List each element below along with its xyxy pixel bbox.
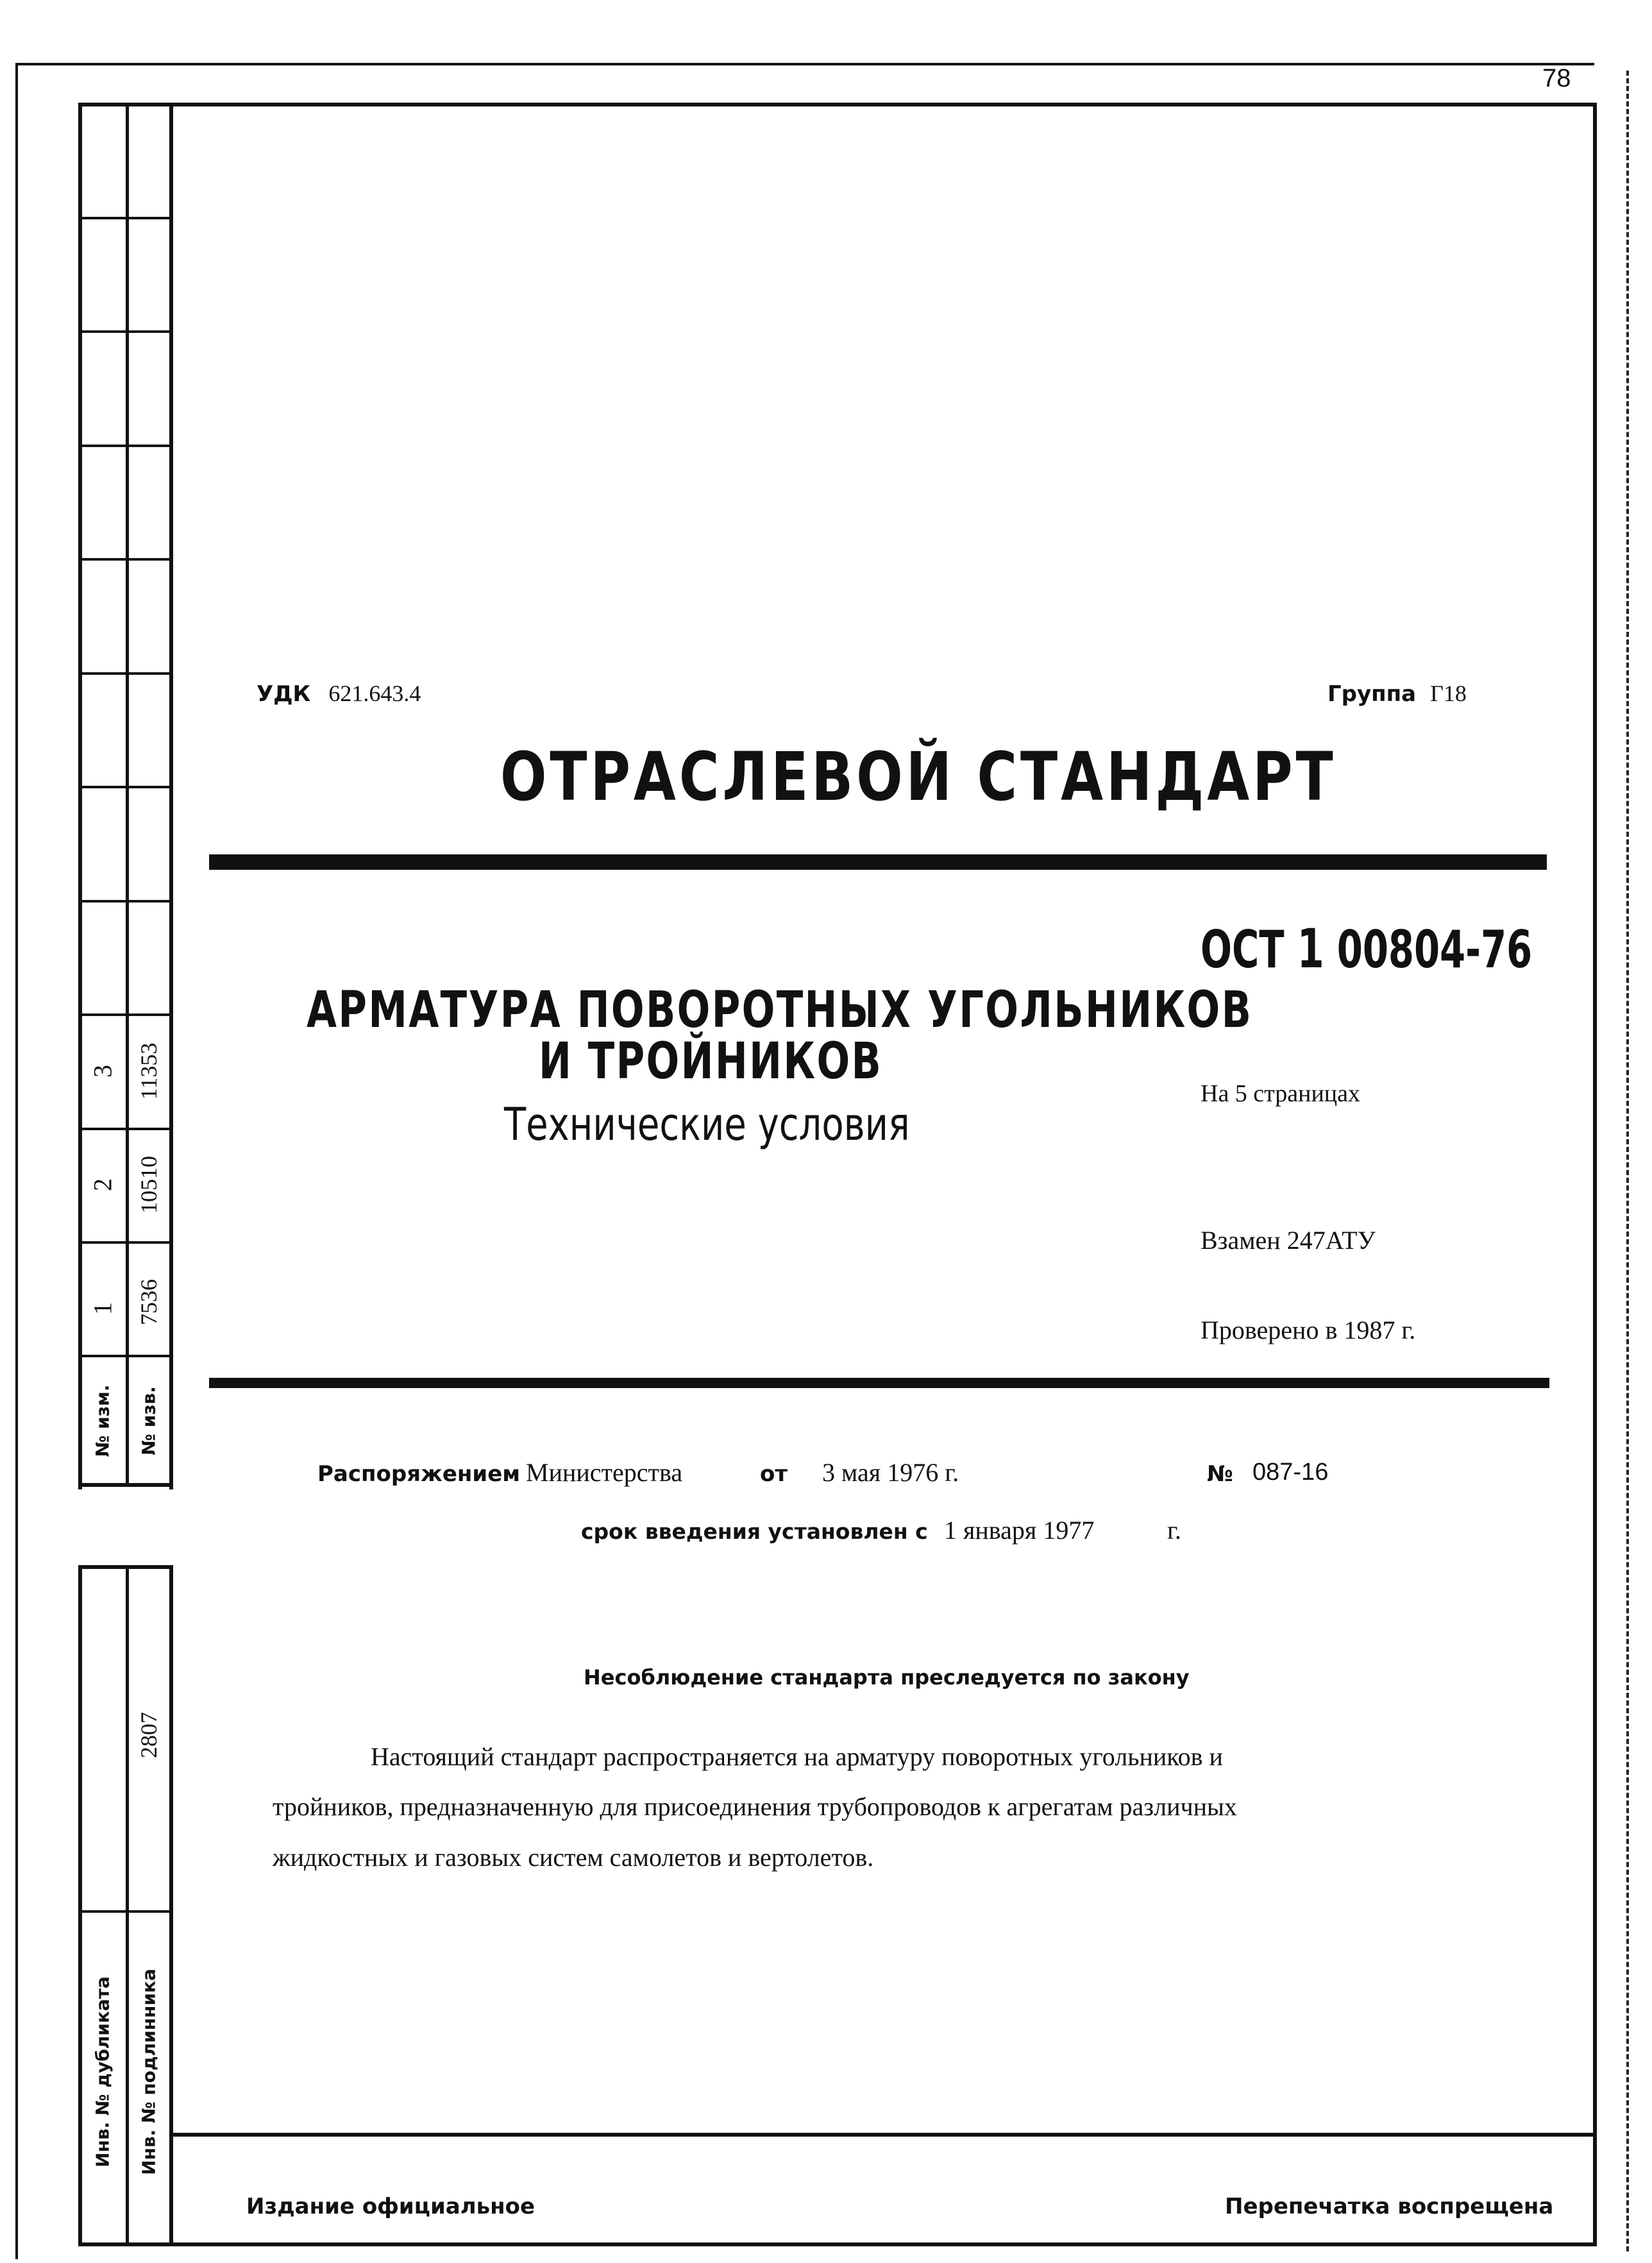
side-row-line — [78, 1910, 173, 1913]
standard-code-number: 00804-76 — [1336, 920, 1533, 979]
standard-subtitle: Технические условия — [504, 1098, 910, 1151]
footer-reprint-prohibited: Перепечатка воспрещена — [1225, 2194, 1554, 2219]
paragraph-line1: Настоящий стандарт распространяется на арматуру поворотных угольников и — [371, 1742, 1223, 1771]
side-row-line — [78, 900, 173, 903]
udk-value: 621.643.4 — [328, 681, 421, 706]
side-row-line — [78, 1128, 173, 1130]
side-row-line — [78, 1483, 173, 1487]
effective-suffix: г. — [1167, 1516, 1181, 1545]
original-inventory-number: 2807 — [136, 1712, 162, 1758]
label-duplicate-inventory: Инв. № дубликата — [92, 1976, 114, 2167]
standard-code-main: 1 — [1297, 917, 1324, 980]
side-row-line — [78, 786, 173, 788]
footer-rule — [169, 2133, 1593, 2137]
effective-date: 1 января 1977 — [944, 1516, 1095, 1545]
decree-label: Распоряжением — [317, 1461, 521, 1487]
side-row-line — [78, 445, 173, 447]
group-label: Группа — [1328, 681, 1417, 707]
udk-line — [257, 680, 421, 707]
standard-title-line1: АРМАТУРА ПОВОРОТНЫХ УГОЛЬНИКОВ — [307, 981, 1253, 1039]
label-notice-number: № изв. — [138, 1386, 160, 1455]
side-row-line — [78, 217, 173, 219]
side-strip-divider-1 — [126, 103, 129, 1485]
side-row-line — [78, 1565, 173, 1569]
top-thick-rule — [209, 854, 1547, 870]
side-row-line — [78, 1355, 173, 1357]
decree-date: 3 мая 1976 г. — [822, 1458, 959, 1487]
label-change-number: № изм. — [92, 1384, 114, 1457]
side-left-border — [78, 1565, 82, 2242]
change-number-1: 1 — [88, 1302, 117, 1315]
warning-text: Несоблюдение стандарта преследуется по закону — [584, 1665, 1190, 1690]
label-original-inventory: Инв. № подлинника — [138, 1969, 160, 2175]
side-row-line — [78, 330, 173, 333]
replaces-note: Взамен 247АТУ — [1201, 1226, 1376, 1255]
decree-from-label: от — [760, 1461, 788, 1487]
notice-number-1: 7536 — [136, 1279, 162, 1325]
notice-number-2: 10510 — [136, 1156, 162, 1214]
change-number-2: 2 — [88, 1178, 117, 1191]
decree-ministry: Министерства — [526, 1458, 683, 1487]
side-row-line — [78, 1241, 173, 1244]
side-strip-divider-3 — [126, 1568, 129, 2242]
effective-label: срок введения установлен с — [581, 1519, 928, 1544]
group-value: Г18 — [1430, 681, 1467, 706]
side-row-line — [78, 558, 173, 561]
side-row-line — [78, 672, 173, 675]
paragraph-line2: тройников, предназначенную для присоединения трубопроводов к агрегатам различных — [273, 1792, 1237, 1821]
side-row-line — [78, 1013, 173, 1016]
standard-title-line2: И ТРОЙНИКОВ — [539, 1033, 883, 1090]
right-edge-dashed — [1626, 71, 1629, 2251]
bottom-thick-rule — [209, 1378, 1549, 1388]
footer-official-edition: Издание официальное — [246, 2194, 535, 2219]
side-gap — [74, 1489, 177, 1566]
standard-code — [1201, 917, 1532, 980]
decree-number: 087-16 — [1252, 1459, 1329, 1486]
inner-frame — [78, 103, 1597, 2246]
group-line — [1328, 680, 1467, 707]
pages-count: На 5 страницах — [1201, 1080, 1360, 1107]
paragraph-line3: жидкостных и газовых систем самолетов и вертолетов. — [273, 1843, 874, 1872]
page-number: 78 — [1542, 64, 1571, 92]
decree-number-label: № — [1207, 1461, 1233, 1487]
udk-label: УДК — [257, 681, 311, 707]
side-strip-divider-2 — [169, 103, 173, 2242]
notice-number-3: 11353 — [136, 1042, 162, 1100]
main-title: ОТРАСЛЕВОЙ СТАНДАРТ — [500, 738, 1336, 816]
checked-note: Проверено в 1987 г. — [1201, 1316, 1416, 1344]
standard-code-prefix: ОСТ — [1201, 920, 1285, 979]
change-number-3: 3 — [88, 1065, 117, 1078]
